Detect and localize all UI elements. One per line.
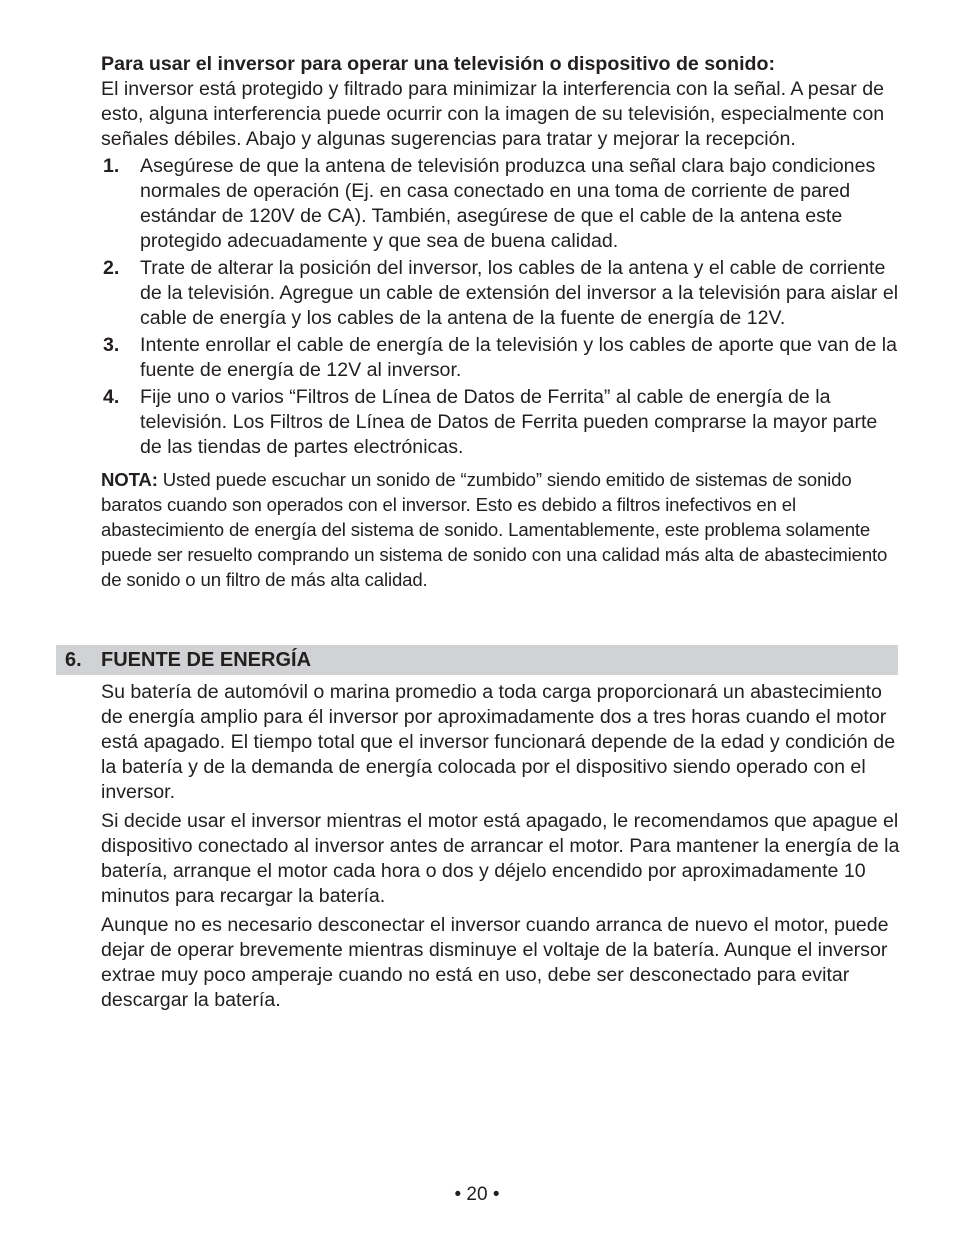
body-paragraph: Su batería de automóvil o marina promedio a toda carga proporcionará un abastecimiento de energía amplio para él inversor por aproximadamente dos a tres horas cuando el motor está apagado. El tiempo total que el inversor funcionará depende de la edad y condición de la batería y de la demanda de energía colocada por el dispositivo siendo operado con el inversor. (101, 681, 896, 803)
intro-paragraph: El inversor está protegido y filtrado para minimizar la interferencia con la señal. A pesar de esto, alguna interferencia puede ocurrir con la imagen de su televisión, especialmente con señales débiles. Abajo y algunas sugerencias para tratar y mejorar la recepción. (101, 78, 885, 150)
list-item (101, 385, 901, 460)
list-text: Fije uno o varios “Filtros de Línea de Datos de Ferrita” al cable de energía de la televisión. Los Filtros de Línea de Datos de Ferrita pueden comprarse la mayor parte de las tiendas de partes electrónicas. (140, 386, 878, 458)
note-label: NOTA: (101, 469, 158, 490)
list-number: 4. (103, 386, 120, 408)
subsection-heading: Para usar el inversor para operar una televisión o dispositivo de sonido: (101, 53, 776, 75)
tv-audio-section (101, 52, 901, 592)
body-paragraph: Aunque no es necesario desconectar el inversor cuando arranca de nuevo el motor, puede dejar de operar brevemente mientras disminuye el voltaje de la batería. Aunque el inversor extrae muy poco amperaje cuando no está en uso, debe ser desconectado para evitar descargar la batería. (101, 914, 889, 1011)
power-source-section (101, 680, 901, 1017)
section-title: FUENTE DE ENERGÍA (101, 649, 312, 671)
list-item (101, 333, 901, 383)
list-number: 2. (103, 257, 120, 279)
section-number: 6. (65, 649, 82, 671)
list-text: Intente enrollar el cable de energía de la televisión y los cables de aporte que van de la fuente de energía de 12V al inversor. (140, 334, 898, 381)
note-paragraph (101, 467, 901, 592)
list-number: 1. (103, 155, 120, 177)
list-text: Trate de alterar la posición del inversor, los cables de la antena y el cable de corriente de la televisión. Agregue un cable de extensión del inversor a la televisión para aislar el cable de energía y los cables de la antena de la fuente de energía de 12V. (140, 257, 899, 329)
page-number: • 20 • (454, 1184, 500, 1205)
list-item (101, 256, 901, 331)
suggestion-list (101, 154, 901, 460)
body-paragraph: Si decide usar el inversor mientras el motor está apagado, le recomendamos que apague el dispositivo conectado al inversor antes de arrancar el motor. Para mantener la energía de la batería, arranque el motor cada hora o dos y déjelo encendido por aproximadamente 10 minutos para recargar la batería. (101, 810, 900, 907)
list-item (101, 154, 901, 254)
list-number: 3. (103, 334, 120, 356)
section-header-bar (56, 645, 898, 675)
list-text: Asegúrese de que la antena de televisión produzca una señal clara bajo condiciones normales de operación (Ej. en casa conectado en una toma de corriente de pared estándar de 120V de CA). También, asegúrese de que el cable de la antena este protegido adecuadamente y que sea de buena calidad. (140, 155, 876, 252)
note-text: Usted puede escuchar un sonido de “zumbido” siendo emitido de sistemas de sonido baratos cuando son operados con el inversor. Esto es debido a filtros inefectivos en el abastecimiento de energía del sistema de sonido. Lamentablemente, este problema solamente puede ser resuelto comprando un sistema de sonido con una calidad más alta de abastecimiento de sonido o un filtro de más alta calidad. (101, 469, 888, 590)
